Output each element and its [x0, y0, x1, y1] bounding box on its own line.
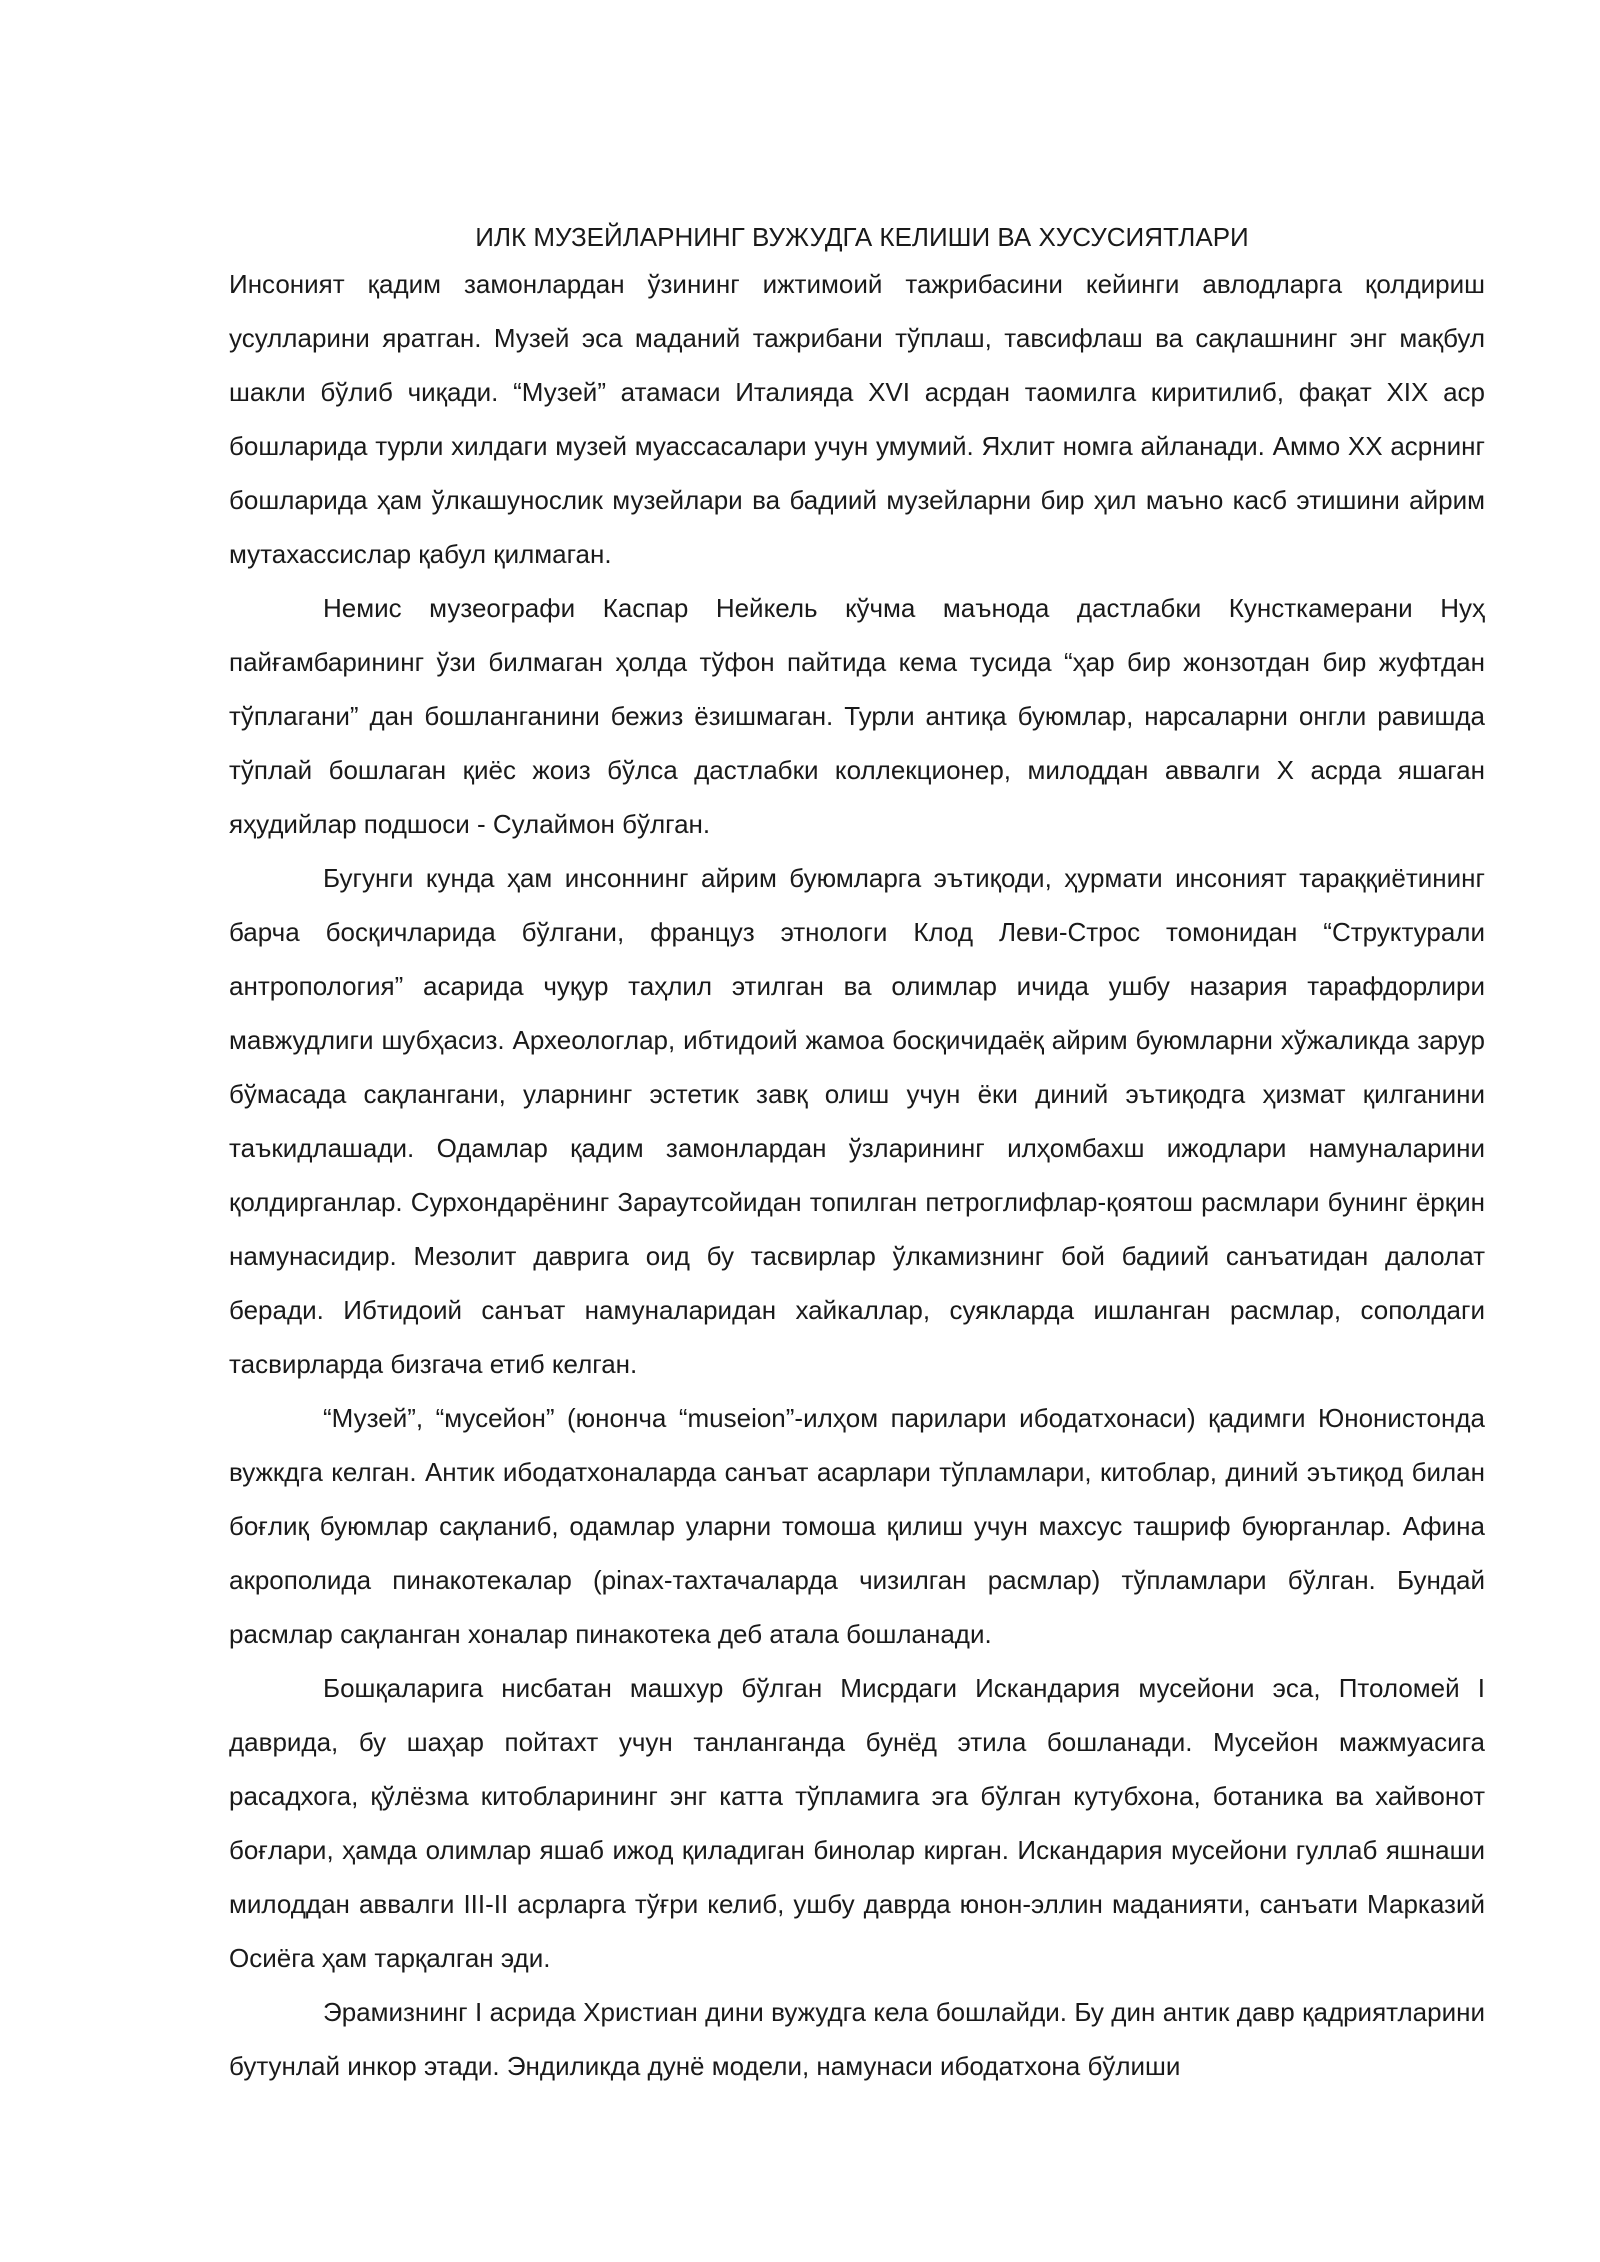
- paragraph: Бугунги кунда ҳам инсоннинг айрим буюмларга эътиқоди, ҳурмати инсоният тараққиётининг барча босқичларида бўлгани, француз этнологи Клод Леви-Строс томонидан “Структурали антропология” асарида чуқур таҳлил этилган ва олимлар ичида ушбу назария тарафдорлири мавжудлиги шубҳасиз. Археологлар, ибтидоий жамоа босқичидаёқ айрим буюмларни хўжаликда зарур бўмасада сақлангани, уларнинг эстетик завқ олиш учун ёки диний эътиқодга ҳизмат қилганини таъкидлашади. Одамлар қадим замонлардан ўзларининг илҳомбахш ижодлари намуналарини қолдирганлар. Сурхондарёнинг Зараутсойидан топилган петроглифлар-қоятош расмлари бунинг ёрқин намунасидир. Мезолит даврига оид бу тасвирлар ўлкамизнинг бой бадиий санъатидан далолат беради. Ибтидоий санъат намуналаридан хайкаллар, суякларда ишланган расмлар, сополдаги тасвирларда бизгача етиб келган.: [229, 863, 1485, 1379]
- paragraph: Немис музеографи Каспар Нейкель кўчма маънода дастлабки Кунсткамерани Нуҳ пайғамбарининг ўзи билмаган ҳолда тўфон пайтида кема тусида “ҳар бир жонзотдан бир жуфтдан тўплагани” дан бошланганини бежиз ёзишмаган. Турли антиқа буюмлар, нарсаларни онгли равишда тўплай бошлаган қиёс жоиз бўлса дастлабки коллекционер, милоддан аввалги X асрда яшаган яҳудийлар подшоси - Сулаймон бўлган.: [229, 593, 1485, 839]
- paragraph: Бошқаларига нисбатан машхур бўлган Мисрдаги Искандария мусейони эса, Птоломей I даврида, бу шаҳар пойтахт учун танланганда бунёд этила бошланади. Мусейон мажмуасига расадхога, қўлёзма китобларининг энг катта тўпламига эга бўлган кутубхона, ботаника ва хайвонот боғлари, ҳамда олимлар яшаб ижод қиладиган бинолар кирган. Искандария мусейони гуллаб яшнаши милоддан аввалги III-II асрларга тўғри келиб, ушбу даврда юнон-эллин маданияти, санъати Марказий Осиёга ҳам тарқалган эди.: [229, 1673, 1485, 1973]
- paragraph: “Музей”, “мусейон” (юнонча “museion”-илҳом парилари ибодатхонаси) қадимги Юнонистонда вужкдга келган. Антик ибодатхоналарда санъат асарлари тўпламлари, китоблар, диний эътиқод билан боғлиқ буюмлар сақланиб, одамлар уларни томоша қилиш учун махсус ташриф буюрганлар. Афина акрополида пинакотекалар (pinax-тахтачаларда чизилган расмлар) тўпламлари бўлган. Бундай расмлар сақланган хоналар пинакотека деб атала бошланади.: [229, 1403, 1485, 1649]
- document-body: [229, 217, 1485, 2093]
- paragraph: Эрамизнинг I асрида Христиан дини вужудга кела бошлайди. Бу дин антик давр қадриятларини бутунлай инкор этади. Эндиликда дунё модели, намунаси ибодатхона бўлиши: [229, 1997, 1485, 2081]
- document-title: ИЛК МУЗЕЙЛАРНИНГ ВУЖУДГА КЕЛИШИ ВА ХУСУСИЯТЛАРИ: [475, 222, 1249, 252]
- paragraph: Инсоният қадим замонлардан ўзининг ижтимоий тажрибасини кейинги авлодларга қолдириш усулларини яратган. Музей эса маданий тажрибани тўплаш, тавсифлаш ва сақлашнинг энг мақбул шакли бўлиб чиқади. “Музей” атамаси Италияда XVI асрдан таомилга киритилиб, фақат XIX аср бошларида турли хилдаги музей муассасалари учун умумий. Яхлит номга айланади. Аммо XX асрнинг бошларида ҳам ўлкашунослик музейлари ва бадиий музейларни бир ҳил маъно касб этишини айрим мутахассислар қабул қилмаган.: [229, 269, 1485, 569]
